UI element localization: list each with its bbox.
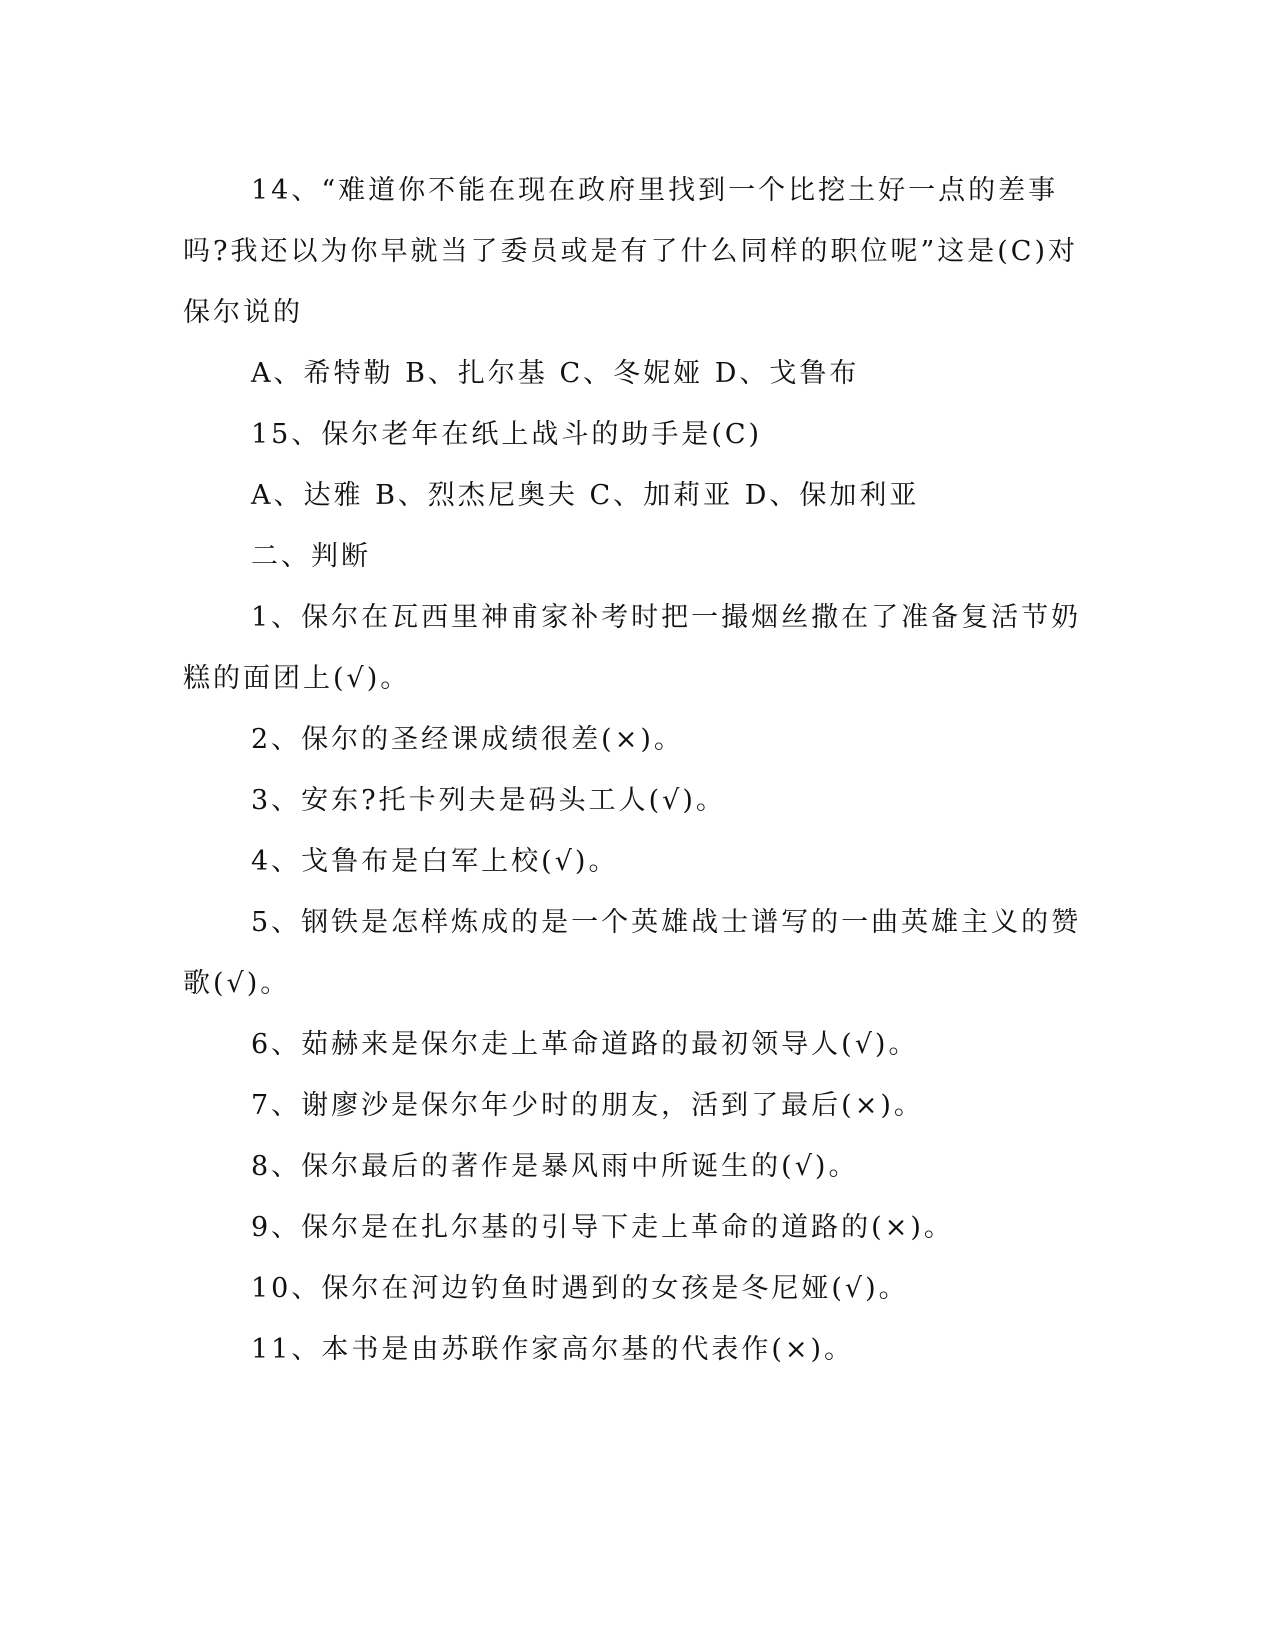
judgment-8: 8、保尔最后的著作是暴风雨中所诞生的(√)。 [251,1151,859,1182]
section-heading-judgment: 二、判断 [251,541,371,572]
judgment-6: 6、茹赫来是保尔走上革命道路的最初领导人(√)。 [251,1029,919,1060]
judgment-11: 11、本书是由苏联作家高尔基的代表作(×)。 [251,1334,855,1365]
judgment-3: 3、安东?托卡列夫是码头工人(√)。 [251,785,726,816]
question-14-options: A、希特勒 B、扎尔基 C、冬妮娅 D、戈鲁布 [251,358,860,389]
judgment-9: 9、保尔是在扎尔基的引导下走上革命的道路的(×)。 [251,1212,954,1243]
document-body [183,160,1083,1380]
judgment-4: 4、戈鲁布是白军上校(√)。 [251,846,619,877]
judgment-2: 2、保尔的圣经课成绩很差(×)。 [251,724,684,755]
judgment-10: 10、保尔在河边钓鱼时遇到的女孩是冬尼娅(√)。 [251,1273,909,1304]
judgment-5: 5、钢铁是怎样炼成的是一个英雄战士谱写的一曲英雄主义的赞歌(√)。 [183,907,1082,999]
question-15-options: A、达雅 B、烈杰尼奥夫 C、加莉亚 D、保加利亚 [251,480,920,511]
judgment-7: 7、谢廖沙是保尔年少时的朋友，活到了最后(×)。 [251,1090,924,1121]
question-14: 14、“难道你不能在现在政府里找到一个比挖土好一点的差事吗?我还以为你早就当了委员或是有了什么同样的职位呢”这是(C)对保尔说的 [183,175,1079,328]
question-15: 15、保尔老年在纸上战斗的助手是(C) [251,419,763,450]
judgment-1: 1、保尔在瓦西里神甫家补考时把一撮烟丝撒在了准备复活节奶糕的面团上(√)。 [183,602,1082,694]
